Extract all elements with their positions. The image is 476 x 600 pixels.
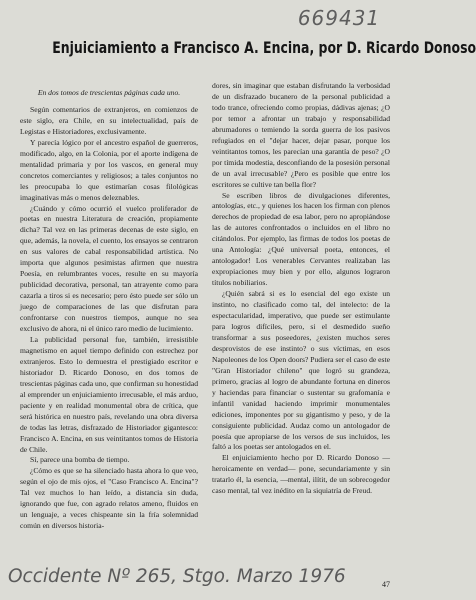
paragraph: ¿Cuándo y cómo ocurrió el vuelco proliferador de poetas en nuestra Literatura de creación, propiamente dicha? Tal vez en las primeras decenas de este siglo, en que, además, la novela, el cuento, los ensayos se centraron en sus valores de cabal responsabilidad artística. No importa que algunos pesimistas afirmen que nuestra Poesía, en relumbrantes voces, resulte en su mayoría publicidad decorativa, personal, tan atrayente como para cazarla a tiros si es necesario; pero ésto puede ser sólo un juego de comparaciones de las que disfrutan para confrontarse con nuestros tiempos, aunque no sea exclusivo de ahora, ni el único raro medio de lucimiento. — [20, 203, 198, 334]
right-column — [212, 81, 390, 497]
page-number: 47 — [382, 580, 390, 589]
paragraph: El enjuiciamiento hecho por D. Ricardo Donoso —heroicamente en verdad— pone, secundariamente y sin tratarlo él, la esencia, —mental, ilítit, de un sobrecogedor caso mental, tal vez inédito en la siquiatría de Freud. — [212, 453, 390, 496]
left-column — [20, 88, 198, 532]
article-subtitle: En dos tomos de trescientas páginas cada uno. — [37, 88, 181, 97]
paragraph: Según comentarios de extranjeros, en comienzos de este siglo, era Chile, en su intelectualidad, país de Legistas e Historiadores, exclusivamente. — [20, 104, 198, 136]
paragraph: Y parecía lógico por el ancestro español de guerreros, modificado, algo, en la Colonia, por el aporte indígena de mentalidad primaria y por los vascos, en general muy concretos comerciantes y religiosos; a tales conjuntos no les preocupaba lo que estimarían cosas filológicas imaginativas más o menos deleznables. — [20, 137, 198, 202]
handwritten-catalog-number: 669431 — [297, 6, 381, 30]
paragraph: dores, sin imaginar que estaban disfrutando la verbosidad de un disfrazado bucanero de la personal publicidad a todo trance, ofreciendo como propias, dádivas ajenas; ¿O por temor a afrontar un trabajo y responsabilidad abrumadores o temiendo la sorda guerra de los pasivos refugiados en el "dejar hacer, dejar pasar, porque los veintitantos tomos, les parecían una garantía de peso? ¿O por tímida modestia, desconfiando de la posesión personal de un aval irrecusable? ¿Pero es posible que entre los escritores se cultive tan bella flor? — [212, 81, 390, 189]
paragraph: ¿Quién sabrá si es lo esencial del ego existe un instinto, no clasificado como tal, del intelecto: de la espectacularidad, imperativo, que puede ser estimulante para logros difíciles, pero, si el desmedido sueño transformar a sus poseedores, ¿existen muchos seres desprovistos de ese instinto? o sus víctimas, en esos Napoleones de los Open doors? Pudiera ser el caso de este "Gran Historiador chileno" que logró su grandeza, primero, gracias al logro de abundante fortuna en dineros y haciendas para financiar o sustentar su grafomanía e infantil vanidad haciendo imprimir monumentales ediciones, imponentes por su gigantismo y peso, y de la consiguiente publicidad. Audaz como un antologador de poesía que apropiarse de los versos de sus incluidos, les faltó a los poetas ser antologados en el. — [212, 289, 390, 452]
paragraph: Se escriben libros de divulgaciones diferentes, antologías, etc., y quienes los hacen los firman con plenos derechos de propiedad de esa labor, pero no apropiándose las de autores confrontados o incluidos en el libro no citándolos. Por ejemplo, las firmas de todos los poetas de una Antología: ¿Qué universal poeta, entonces, el antologador! Los venerables Cervantes realizaban las expropiaciones muy bien y por ello, algunos lograron títulos nobiliarios. — [212, 190, 390, 288]
paragraph: La publicidad personal fue, también, irresistible magnetismo en aquel tiempo definido con estrechez por extranjeros. Esto lo demuestra el prestigiado escritor e historiador D. Ricardo Donoso, en dos tomos de trescientas páginas cada uno, que confirman su honestidad al emprender un enjuiciamiento irrecusable, el más arduo, paciente y en realidad monumental obra de crítica, que será histórica en nuestro país, revelando una obra diversa de todas las letras, disfrazado de Historiador gigantesco: Francisco A. Encina, en sus veintitantos tomos de Historia de Chile. — [20, 334, 198, 454]
handwritten-source-note: Occidente Nº 265, Stgo. Marzo 1976 — [8, 566, 346, 587]
article-title: Enjuiciamiento a Francisco A. Encina, por D. Ricardo Donoso — [52, 38, 476, 57]
paragraph: Sí, parece una bomba de tiempo. — [30, 455, 130, 465]
paragraph: ¿Cómo es que se ha silenciado hasta ahora lo que veo, según el ojo de mis ojos, el "Caso Francisco A. Encina"? Tal vez muchos lo han leído, a distancia sin duda, ignorando que fue, con agrado relatos ameno, fluidos en un lenguaje, a veces chispeante sin la fría solemnidad común en diversos historia- — [20, 466, 198, 531]
